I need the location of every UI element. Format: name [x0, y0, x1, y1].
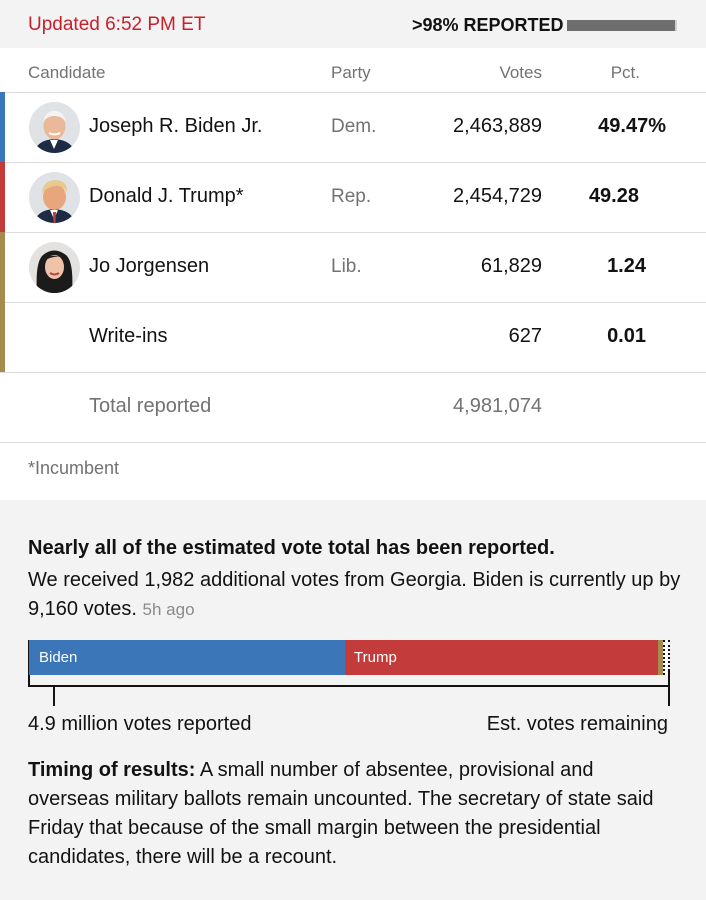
updated-time: Updated 6:52 PM ET — [28, 14, 206, 35]
candidate-pct: 1.24 — [607, 255, 646, 277]
column-header-party: Party — [331, 63, 371, 82]
party-color-bar — [0, 302, 5, 372]
column-header-candidate: Candidate — [28, 63, 106, 82]
reported-progress-bar — [567, 20, 677, 31]
trump-segment-label: Trump — [354, 649, 397, 666]
candidate-party: Rep. — [331, 186, 372, 207]
table-row-write-ins — [0, 302, 706, 372]
remaining-tick — [668, 670, 670, 706]
jorgensen-avatar — [29, 242, 80, 293]
timing-text: A small number of absentee, provisional and overseas military ballots remain uncounted. The secretary of state said Friday that because of the small margin between the presidential candidates, there will be a recount. — [28, 759, 654, 868]
biden-avatar — [29, 102, 80, 153]
candidate-party: Dem. — [331, 116, 377, 137]
timing-of-results — [28, 756, 678, 872]
biden-segment — [29, 640, 345, 675]
timing-label: Timing of results: — [28, 759, 196, 781]
summary-headline: Nearly all of the estimated vote total has been reported. — [28, 537, 555, 559]
column-header-pct: Pct. — [610, 63, 640, 82]
trump-avatar — [29, 172, 80, 223]
table-row-jorgensen — [0, 232, 706, 302]
summary-body — [28, 566, 688, 624]
total-label: Total reported — [89, 395, 212, 417]
party-color-bar — [0, 92, 5, 162]
reported-tick — [53, 686, 55, 706]
table-row-trump — [0, 162, 706, 232]
progress-axis — [28, 675, 670, 687]
candidate-pct: 49.47% — [598, 115, 666, 137]
reported-percentage: >98% REPORTED — [412, 15, 564, 35]
divider — [0, 442, 706, 443]
candidate-name: Donald J. Trump* — [89, 185, 244, 207]
candidate-votes: 61,829 — [480, 255, 542, 277]
biden-segment-label: Biden — [39, 649, 78, 666]
trump-segment — [345, 640, 658, 675]
candidate-pct: 49.28 — [588, 185, 639, 207]
status-bar — [0, 0, 706, 48]
candidate-name: Joseph R. Biden Jr. — [89, 115, 263, 137]
candidate-name: Write-ins — [89, 325, 168, 347]
candidate-votes: 2,454,729 — [453, 185, 542, 207]
candidate-votes: 627 — [508, 325, 542, 347]
summary-text: We received 1,982 additional votes from Georgia. Biden is currently up by 9,160 votes. — [28, 569, 681, 620]
summary-timestamp: 5h ago — [142, 600, 195, 619]
candidate-votes: 2,463,889 — [453, 115, 542, 137]
votes-reported-label: 4.9 million votes reported — [28, 713, 252, 735]
candidate-party: Lib. — [331, 256, 362, 277]
party-color-bar — [0, 162, 5, 232]
vote-progress-bar — [28, 640, 669, 675]
candidate-name: Jo Jorgensen — [89, 255, 210, 277]
column-header-votes: Votes — [499, 63, 542, 82]
total-votes: 4,981,074 — [453, 395, 542, 417]
table-row-total — [0, 372, 706, 442]
party-color-bar — [0, 232, 5, 302]
incumbent-footnote: *Incumbent — [28, 458, 120, 478]
table-row-biden — [0, 92, 706, 162]
votes-remaining-label: Est. votes remaining — [486, 713, 668, 735]
candidate-pct: 0.01 — [607, 325, 646, 347]
